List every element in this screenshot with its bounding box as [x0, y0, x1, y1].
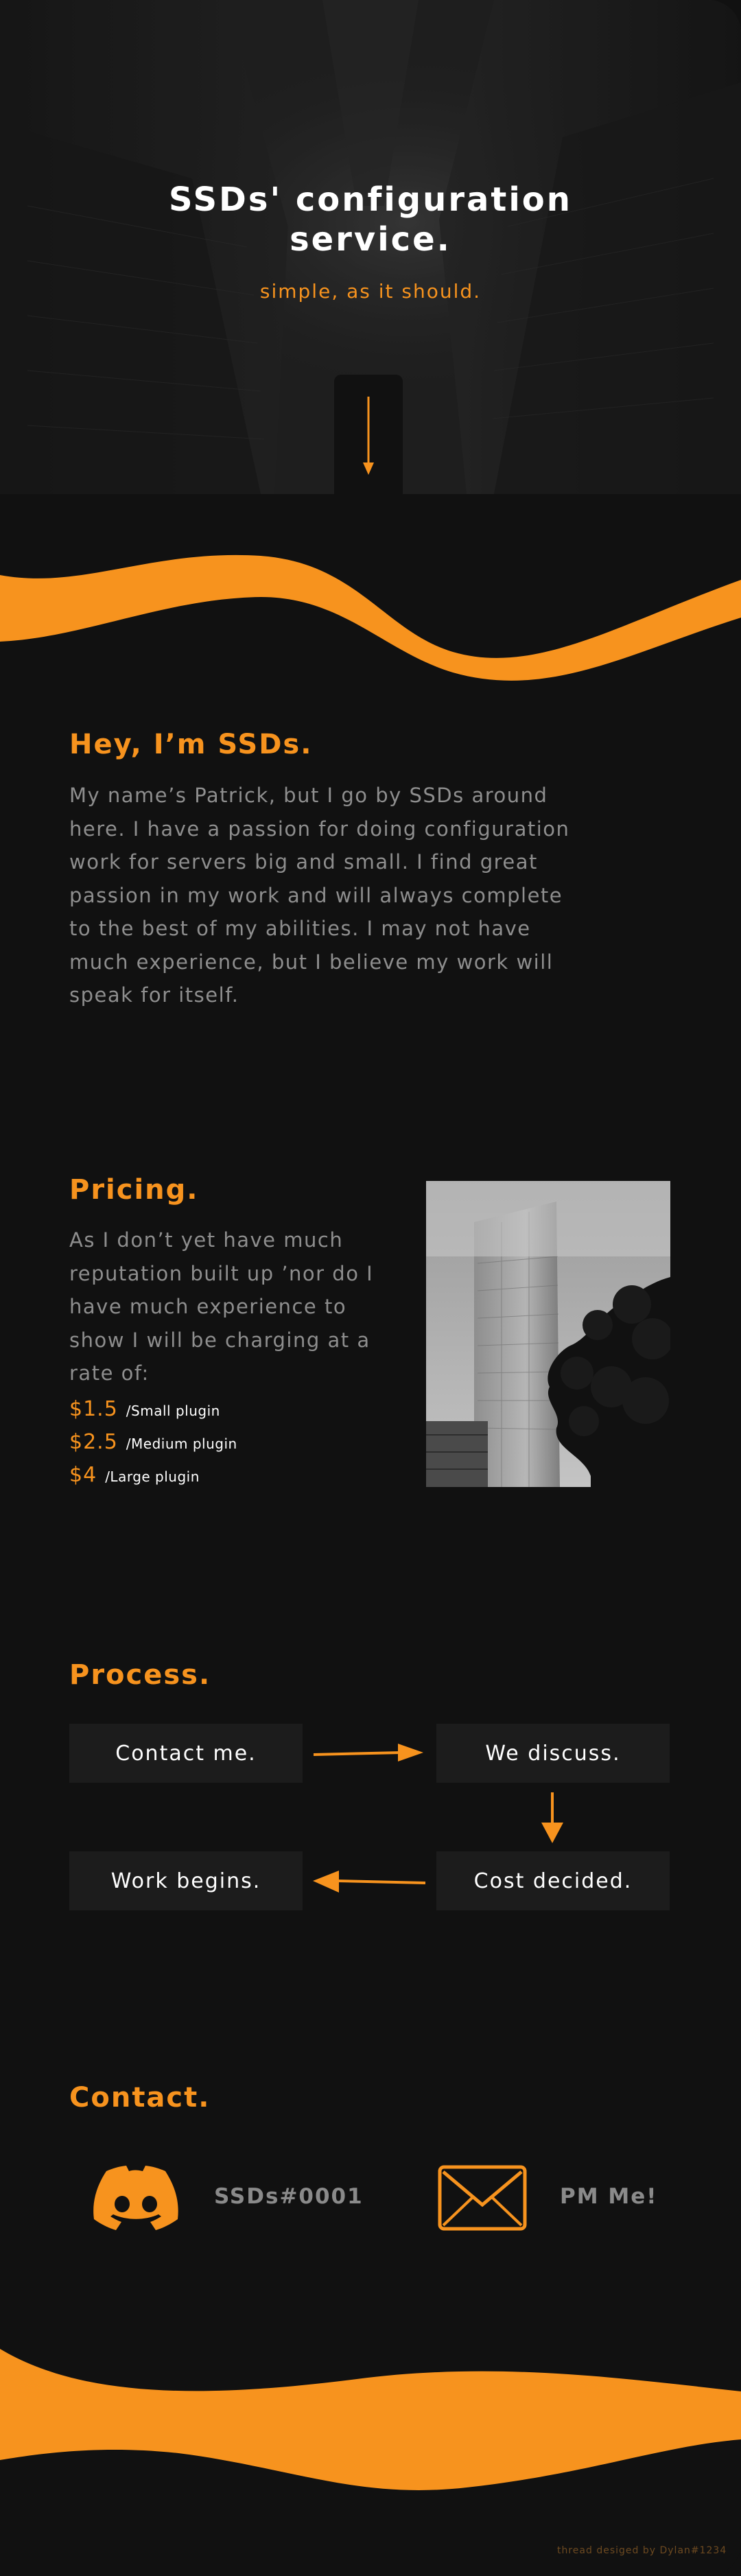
- price-amount: $4: [69, 1463, 97, 1487]
- process-step-discuss: We discuss.: [436, 1724, 670, 1783]
- about-title: Hey, I’m SSDs.: [69, 729, 313, 760]
- pricing-body: As I don’t yet have much reputation built up ’nor do I have much experience to show I will be charging at a rate of:: [69, 1228, 374, 1385]
- process-step-cost: Cost decided.: [436, 1851, 670, 1910]
- pm-me-label[interactable]: PM Me!: [560, 2184, 658, 2209]
- about-body: My name’s Patrick, but I go by SSDs around here. I have a passion for doing configuration work for servers big and small. I find great passion in my work and will always complete to the best of my abilities. I may not have much experience, but I believe my work will speak for itself.: [69, 784, 570, 1007]
- arrow-left-icon: [310, 1866, 427, 1897]
- price-row-medium: [69, 1430, 237, 1454]
- price-label: /Large plugin: [105, 1468, 200, 1485]
- top-wave-divider: [0, 535, 741, 686]
- footer-credit: thread desiged by Dylan#1234: [557, 2545, 727, 2556]
- process-title: Process.: [69, 1659, 211, 1691]
- price-label: /Small plugin: [126, 1403, 220, 1419]
- pricing-title: Pricing.: [69, 1174, 199, 1206]
- arrow-down-icon: [539, 1791, 566, 1846]
- scroll-down-button[interactable]: [334, 375, 403, 494]
- hero-title-line-2: service.: [290, 220, 451, 259]
- contact-title: Contact.: [69, 2082, 211, 2114]
- price-amount: $2.5: [69, 1430, 118, 1454]
- discord-icon[interactable]: [93, 2166, 178, 2230]
- process-step-contact: Contact me.: [69, 1724, 303, 1783]
- price-row-large: [69, 1463, 200, 1487]
- hero-title-line-1: SSDs' configuration: [169, 180, 572, 219]
- skyscraper-photo: [426, 1181, 670, 1487]
- price-label: /Medium plugin: [126, 1436, 237, 1452]
- arrow-right-icon: [312, 1740, 425, 1767]
- price-row-small: [69, 1397, 220, 1421]
- process-step-work: Work begins.: [69, 1851, 303, 1910]
- arrow-down-icon: [334, 375, 403, 494]
- bottom-wave-divider: [0, 2337, 741, 2501]
- hero-section: [0, 0, 741, 494]
- envelope-icon[interactable]: [438, 2165, 527, 2231]
- hero-title: [0, 180, 741, 259]
- hero-subtitle: simple, as it should.: [259, 280, 482, 303]
- price-amount: $1.5: [69, 1397, 118, 1421]
- discord-username[interactable]: SSDs#0001: [214, 2184, 364, 2209]
